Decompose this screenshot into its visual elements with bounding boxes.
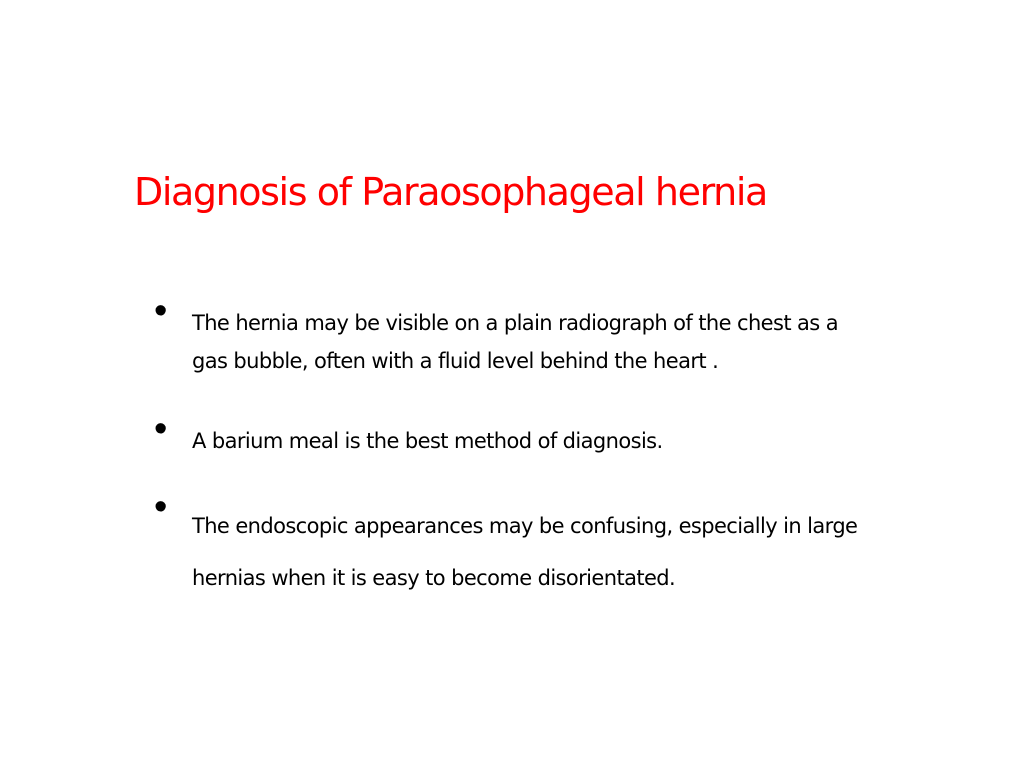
bullet-point-text <box>192 500 952 604</box>
slide-title: Diagnosis of Paraosophageal hernia <box>134 170 767 214</box>
bullet-icon: • <box>154 290 168 332</box>
text-line: gas bubble, often with a fluid level behind the heart . <box>192 349 719 373</box>
text-line: hernias when it is easy to become disorientated. <box>192 566 676 590</box>
bullet-icon: • <box>154 408 168 450</box>
bullet-point-text <box>192 304 952 380</box>
bullet-icon: • <box>154 486 168 528</box>
text-line: The hernia may be visible on a plain radiograph of the chest as a <box>192 311 838 335</box>
bullet-point-text <box>192 422 952 460</box>
text-line: The endoscopic appearances may be confusing, especially in large <box>192 514 858 538</box>
text-line: A barium meal is the best method of diagnosis. <box>192 429 663 453</box>
